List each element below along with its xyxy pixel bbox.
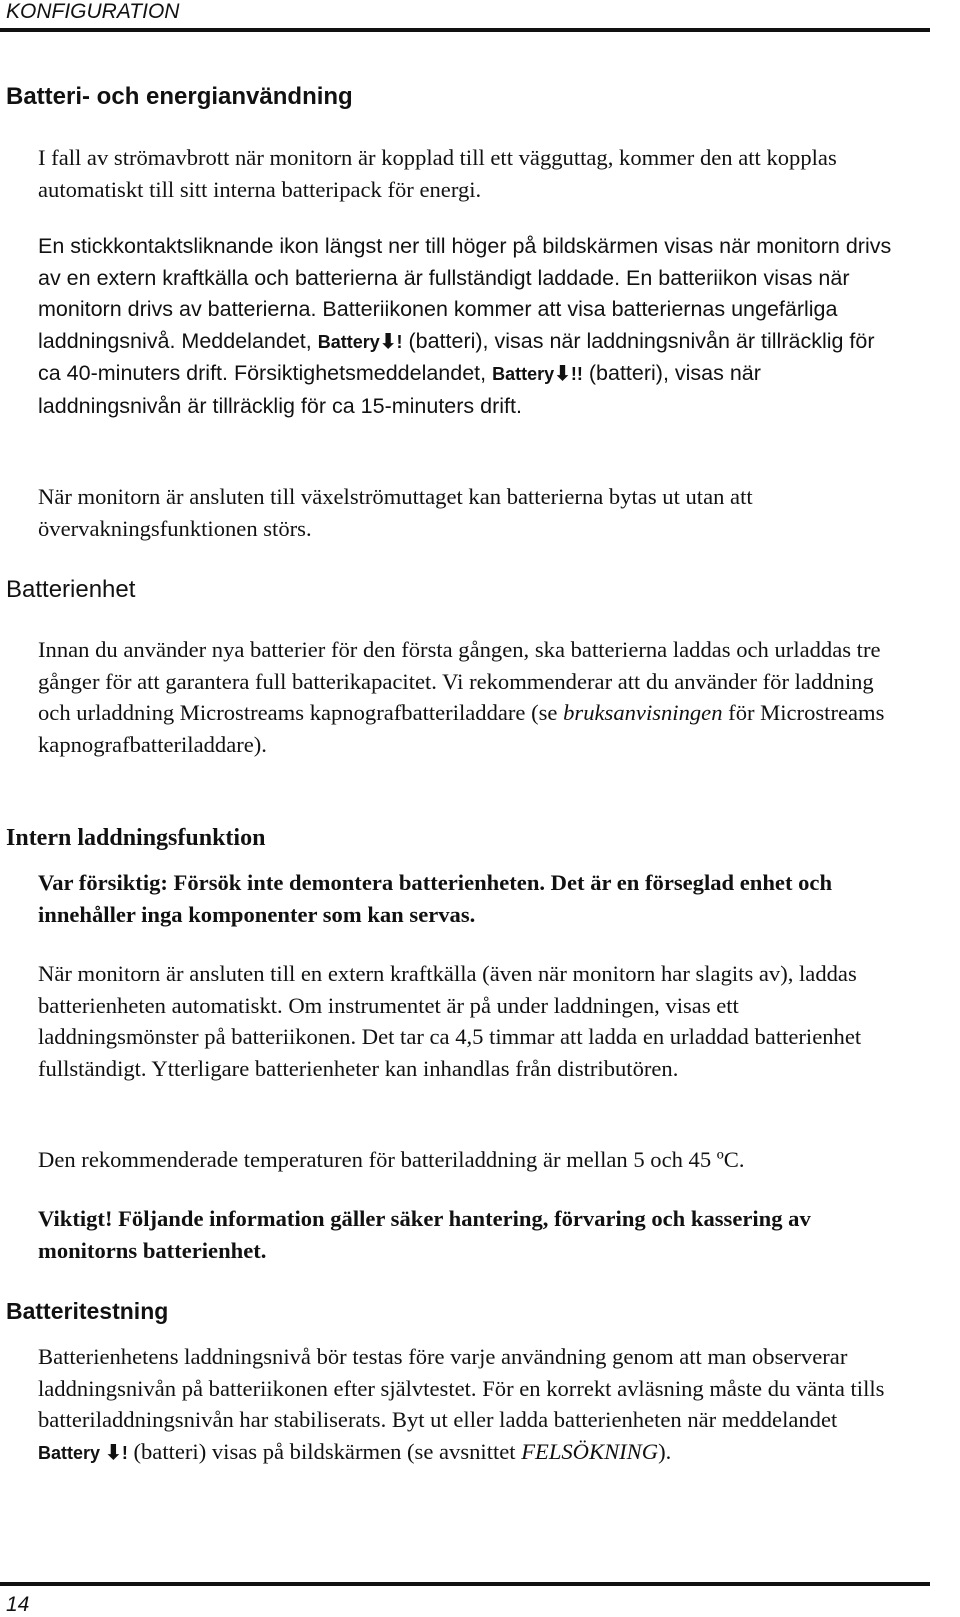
battery-message-15min: Battery⬇!! (492, 364, 583, 384)
unit-paragraph-1: Innan du använder nya batterier för den första gången, ska batterierna laddas och urladdas tre gånger för att garantera full batterikapacitet. Vi rekommenderar att du använder för laddning och urladdning Microstreams kapnografbatteriladdare (se bruksanvisningen för Microstreams kapnografbatteriladdare). (38, 637, 885, 757)
battery-down-arrow-icon: ⬇ (379, 330, 397, 353)
page-number: 14 (6, 1593, 30, 1616)
running-header: KONFIGURATION (6, 0, 180, 23)
troubleshooting-reference: FELSÖKNING (521, 1438, 659, 1464)
caution-warning: Var försiktig: Försök inte demontera batterienheten. Det är en förseglad enhet och innehåller inga komponenter som kan servas. (38, 870, 833, 927)
footer-rule (0, 1582, 930, 1586)
battery-down-arrow-icon: ⬇ (554, 363, 571, 385)
section-title-unit: Batterienhet (6, 576, 136, 603)
energy-paragraph-2-part-a: En stickkontaktsliknande ikon längst ner till höger på bildskärmen visas när monitorn drivs av en extern kraftkälla och batterierna är fullständigt laddade. En batteriikon visas när monitorn drivs av batterierna. Batteriikonen kommer att visa batteriernas ungefärliga laddningsnivå. Meddelandet, (38, 234, 892, 353)
energy-paragraph-3: När monitorn är ansluten till växelströmuttaget kan batterierna bytas ut utan att övervakningsfunktionen störs. (38, 484, 753, 541)
manual-reference: bruksanvisningen (563, 700, 723, 725)
energy-paragraph-2 (38, 231, 898, 422)
battery-message-40min: Battery⬇! (318, 332, 403, 352)
battery-down-arrow-icon: ⬇ (105, 1441, 122, 1464)
section-title-energy: Batteri- och energianvändning (6, 83, 353, 110)
battery-message-testing: Battery ⬇! (38, 1443, 128, 1463)
section-title-charging: Intern laddningsfunktion (6, 825, 266, 851)
charging-temperature-note: Den rekommenderade temperaturen för batteriladdning är mellan 5 och 45 ºC. (38, 1147, 745, 1172)
charging-paragraph-1: När monitorn är ansluten till en extern kraftkälla (även när monitorn har slagits av), laddas batterienheten automatiskt. Om instrumentet är på under laddningen, visas ett laddningsmönster på batteriikonen. Det tar ca 4,5 timmar att ladda en urladdad batterienhet fullständigt. Ytterligare batterienheter kan inhandlas från distributören. (38, 961, 862, 1081)
energy-paragraph-1: I fall av strömavbrott när monitorn är kopplad till ett vägguttag, kommer den att kopplas automatiskt till sitt interna batteripack för energi. (38, 145, 837, 202)
section-title-testing: Batteritestning (6, 1298, 169, 1324)
header-rule (0, 28, 930, 32)
energy-paragraph-2-part-b: (batteri), visas när laddningsnivån är tillräcklig för ca 40-minuters drift. Försiktighetsmeddelandet, (38, 328, 875, 385)
important-note: Viktigt! Följande information gäller säker hantering, förvaring och kassering av monitorns batterienhet. (38, 1206, 811, 1263)
testing-paragraph-1: Batterienhetens laddningsnivå bör testas före varje användning genom att man observerar laddningsnivån på batteriikonen efter självtestet. För en korrekt avläsning måste du vänta tills batteriladdningsnivån har stabiliserats. Byt ut eller ladda batterienheten när meddelandet Battery ⬇! (batteri) visas på bildskärmen (se avsnittet FELSÖKNING). (38, 1341, 898, 1469)
energy-paragraph-2-part-c: (batteri), visas när laddningsnivån är tillräcklig för ca 15-minuters drift. (38, 361, 761, 418)
